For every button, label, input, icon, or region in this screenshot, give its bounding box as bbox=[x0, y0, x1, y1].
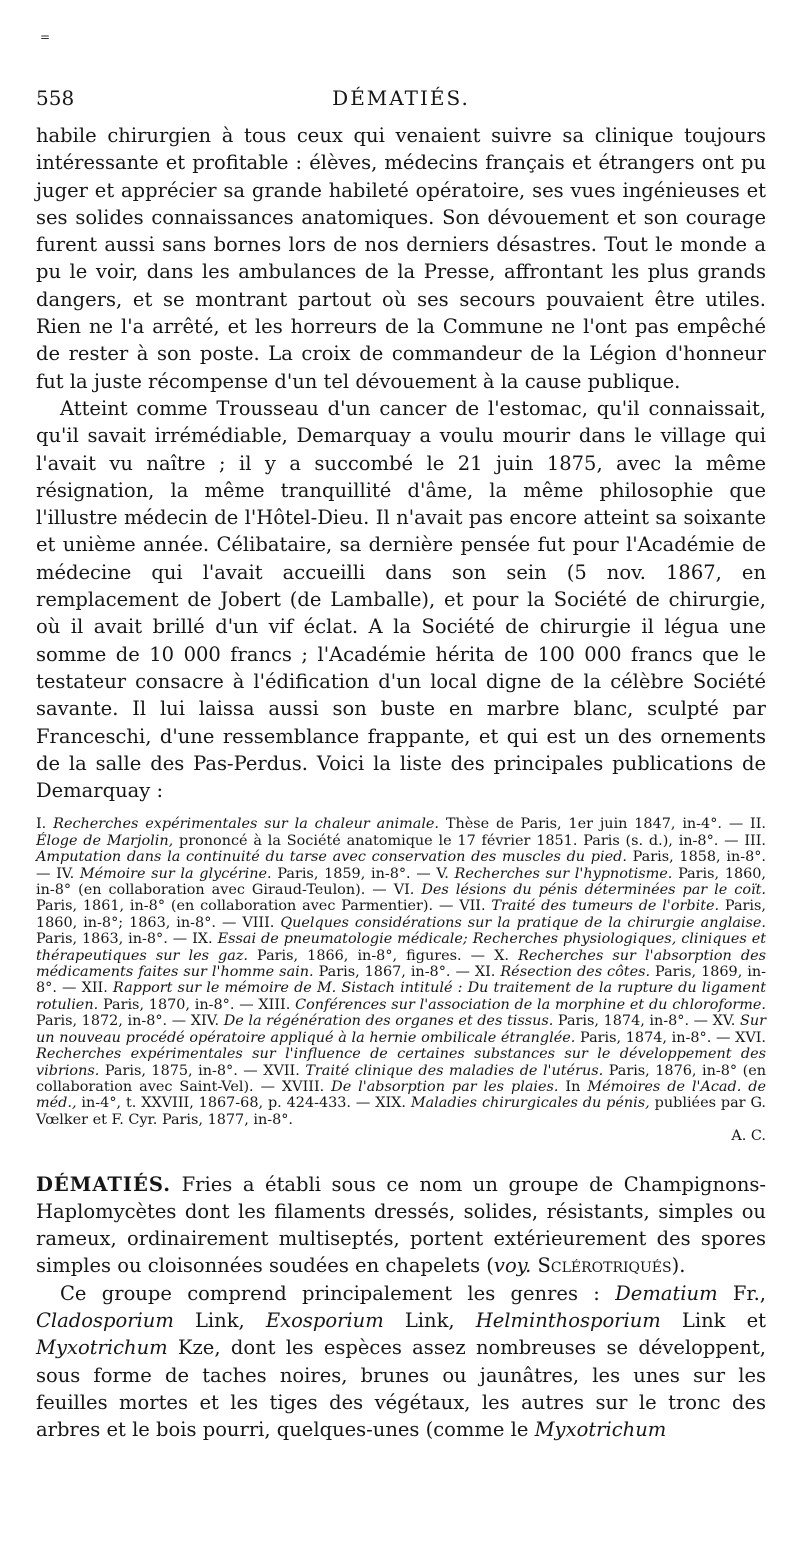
genus-title: Dematium bbox=[615, 1281, 718, 1305]
entry-paragraph-2 bbox=[36, 1280, 766, 1444]
citation-text: Paris, 1876, in-8° (en collaboration avec Saint-Vel). — XVIII. bbox=[36, 1062, 766, 1095]
citation-text: prononcé à la Société anatomique le 17 février 1851. Paris (s. d.), in-8°. — III. bbox=[173, 832, 766, 849]
citation-text: Thèse de Paris, 1er juin 1847, in-4°. — II. bbox=[439, 816, 766, 833]
entry-paragraph-2-text bbox=[36, 1282, 766, 1441]
citation-title: Essai de pneumatologie médicale; Recherches physiologiques, cliniques et thérapeutiques sur les gaz. bbox=[36, 931, 766, 964]
bibliography bbox=[36, 816, 766, 1128]
citation-text: Paris, 1858, in-8°. — IV. bbox=[36, 849, 766, 882]
genus-text: Link et bbox=[660, 1309, 767, 1333]
genus-text: Link, bbox=[383, 1309, 476, 1333]
citation-text: Paris, 1861, in-8° (en collaboration avec Parmentier). — VII. bbox=[36, 898, 492, 915]
citation-text: I. bbox=[36, 816, 54, 833]
page-header bbox=[36, 86, 766, 116]
citation-title: Recherches expérimentales sur l'influence de certaines substances sur le développement des vibrions. bbox=[36, 1046, 766, 1079]
citation-text: Paris, 1875, in-8°. — XVII. bbox=[99, 1062, 306, 1079]
citation-title: Mémoires de l'Acad. de méd., bbox=[36, 1078, 766, 1112]
citation-text: Paris, 1874, in-8°. — XVI. bbox=[575, 1029, 766, 1046]
genus-text: Fr., bbox=[717, 1281, 766, 1305]
citation-title: Recherches expérimentales sur la chaleur animale. bbox=[53, 816, 440, 833]
citation-text: Paris, 1863, in-8°. — IX. bbox=[36, 931, 218, 948]
citation-title: De la régénération des organes et des tissus. bbox=[223, 1013, 554, 1030]
citation-text: in-4°, t. XXVIII, 1867-68, p. 424-433. — XIX. bbox=[76, 1095, 411, 1112]
entry-headword: DÉMATIÉS. bbox=[36, 1172, 172, 1196]
citation-title: Traité clinique des maladies de l'utérus. bbox=[305, 1062, 604, 1079]
citation-text: Paris, 1870, in-8°. — XIII. bbox=[98, 996, 296, 1013]
scan-mark: = bbox=[40, 30, 51, 44]
author-signature: A. C. bbox=[731, 1128, 766, 1145]
genus-title: Myxotrichum bbox=[534, 1418, 667, 1442]
genus-title: Helminthosporium bbox=[475, 1309, 661, 1333]
citation-title: Traité des tumeurs de l'orbite. bbox=[491, 898, 720, 915]
citation-title: Sur un nouveau procédé opératoire appliqué à la hernie ombilicale étranglée. bbox=[36, 1013, 766, 1046]
citation-title: Résection des côtes. bbox=[500, 964, 651, 981]
citation-title: Éloge de Marjolin, bbox=[36, 832, 174, 849]
citation-text: Paris, 1866, in-8°, figures. — X. bbox=[247, 947, 519, 964]
citation-title: Des lésions du pénis déterminées par le coït. bbox=[421, 882, 766, 899]
genus-text: Kze, dont les espèces assez nombreuses se développent, sous forme de taches noires, brunes ou jaunâtres, les unes sur les feuilles mortes et les tiges des végétaux, les autres sur le tronc des arbres et le bois pourri, quelques-unes (comme le bbox=[36, 1336, 766, 1442]
citation-title: Amputation dans la continuité du tarse avec conservation des muscles du pied. bbox=[36, 849, 627, 866]
paragraph-1: habile chirurgien à tous ceux qui venaient suivre sa clinique toujours intéressante et profitable : élèves, médecins français et étrangers ont pu juger et apprécier sa grande habileté opératoire, ses vues ingénieuses et ses solides connaissances anatomiques. Son dévouement et son courage furent aussi sans bornes lors de nos derniers désastres. Tout le monde a pu le voir, dans les ambulances de la Presse, affrontant les plus grands dangers, et se montrant partout où ses secours pouvaient être utiles. Rien ne l'a arrêté, et les horreurs de la Commune ne l'ont pas empêché de rester à son poste. La croix de commandeur de la Légion d'honneur fut la juste récompense d'un tel dévouement à la cause publique. bbox=[36, 124, 766, 393]
citation-title: Maladies chirurgicales du pénis, bbox=[410, 1095, 650, 1112]
citation-text: Paris, 1860, in-8° (en collaboration avec Giraud-Teulon). — VI. bbox=[36, 865, 767, 899]
citation-title: Mémoire sur la glycérine. bbox=[79, 865, 272, 882]
entry-definition bbox=[36, 1171, 766, 1280]
citation-text: Paris, 1872, in-8°. — XIV. bbox=[36, 1013, 224, 1030]
genus-text: Link, bbox=[173, 1309, 266, 1333]
genus-text: Ce groupe comprend principalement les genres : bbox=[60, 1281, 616, 1305]
voy-abbrev: voy. bbox=[493, 1254, 532, 1278]
cross-reference: Sclérotriqués bbox=[537, 1254, 672, 1278]
citation-text: publiées par G. Vœlker et F. Cyr. Paris, 1877, in-8°. bbox=[36, 1095, 767, 1128]
citation-text: Paris, 1860, in-8°; 1863, in-8°. — VIII. bbox=[36, 898, 766, 931]
page-body bbox=[36, 122, 766, 1444]
citation-title: Recherches sur l'hypnotisme. bbox=[454, 865, 673, 882]
citation-title: Conférences sur l'association de la morphine et du chloroforme. bbox=[295, 996, 766, 1013]
citation-text: Paris, 1867, in-8°. — XI. bbox=[313, 964, 501, 981]
bibliography-items bbox=[36, 816, 766, 1127]
citation-text: Paris, 1869, in-8°. — XII. bbox=[36, 964, 766, 997]
citation-text: In bbox=[558, 1078, 588, 1095]
paragraph-2: Atteint comme Trousseau d'un cancer de l'estomac, qu'il connaissait, qu'il savait irrémédiable, Demarquay a voulu mourir dans le village qui l'avait vu naître ; il y a succombé le 21 juin 1875, avec la même résignation, la même tranquillité d'âme, la même philosophie que l'illustre médecin de l'Hôtel-Dieu. Il n'avait pas encore atteint sa soixante et unième année. Célibataire, sa dernière pensée fut pour l'Académie de médecine qui l'avait accueilli dans son sein (5 nov. 1867, en remplacement de Jobert (de Lamballe), et pour la Société de chirurgie, où il avait brillé d'un vif éclat. A la Société de chirurgie il légua une somme de 10 000 francs ; l'Académie hérita de 100 000 francs que le testateur consacre à l'édification d'un local digne de la célèbre Société savante. Il lui laissa aussi son buste en marbre blanc, sculpté par Franceschi, d'une ressemblance frappante, et qui est un des ornements de la salle des Pas-Perdus. Voici la liste des principales publications de Demarquay : bbox=[36, 396, 766, 803]
page-number: 558 bbox=[36, 86, 75, 110]
genus-title: Exosporium bbox=[265, 1309, 384, 1333]
dictionary-entry bbox=[36, 1171, 766, 1444]
genus-title: Myxotrichum bbox=[36, 1336, 168, 1360]
citation-text: Paris, 1859, in-8°. — V. bbox=[271, 865, 455, 882]
definition-text: Fries a établi sous ce nom un groupe de Champignons-Haplomycètes dont les filaments dressés, solides, résistants, simples ou rameux, ordinairement multiseptés, portent extérieurement des spores simples ou cloisonnées soudées en chapelets ( bbox=[36, 1172, 766, 1278]
citation-title: Quelques considérations sur la pratique de la chirurgie anglaise. bbox=[280, 914, 766, 931]
citation-title: De l'absorption par les plaies. bbox=[331, 1078, 559, 1095]
citation-text: Paris, 1874, in-8°. — XV. bbox=[553, 1013, 740, 1030]
signature-line bbox=[36, 1128, 766, 1144]
reference-close: ). bbox=[671, 1254, 686, 1278]
citation-title: Rapport sur le mémoire de M. Sistach intitulé : Du traitement de la rupture du ligament rotulien. bbox=[36, 980, 766, 1013]
citation-title: Recherches sur l'absorption des médicaments faites sur l'homme sain. bbox=[36, 947, 766, 981]
running-title: DÉMATIÉS. bbox=[332, 86, 470, 110]
genus-title: Cladosporium bbox=[36, 1309, 174, 1333]
